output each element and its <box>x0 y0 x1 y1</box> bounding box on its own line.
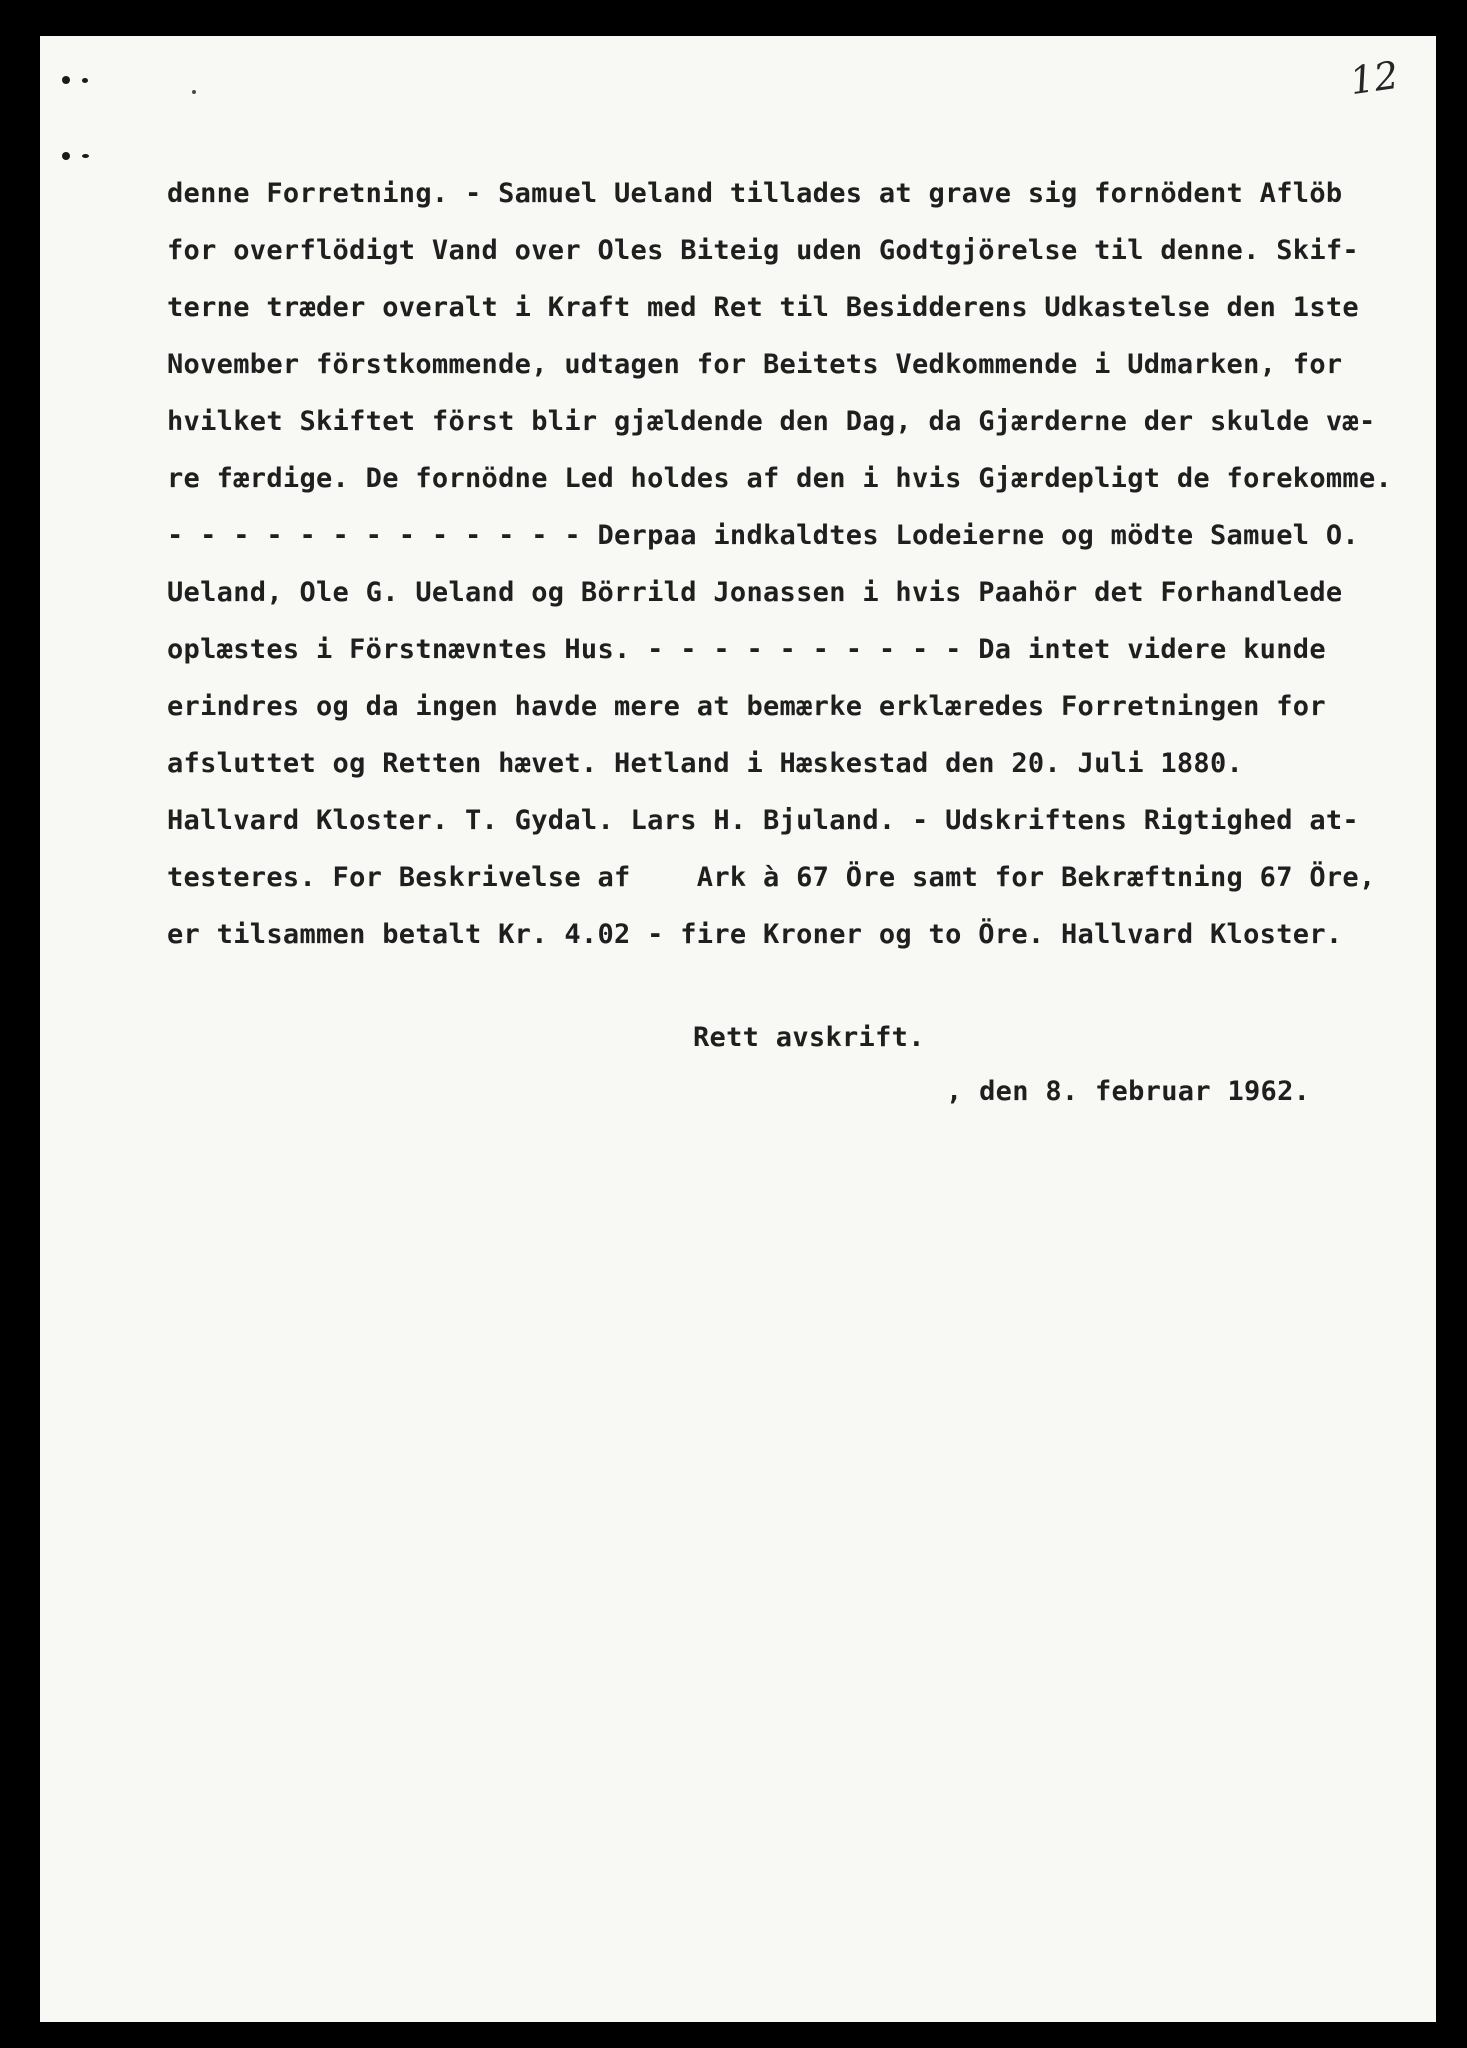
text-line: November förstkommende, udtagen for Beitets Vedkommende i Udmarken, for <box>167 349 1343 380</box>
text-line: afsluttet og Retten hævet. Hetland i Hæskestad den 20. Juli 1880. <box>167 748 1244 779</box>
ink-speck <box>192 90 196 94</box>
text-line: re færdige. De fornödne Led holdes af den i hvis Gjærdepligt de forekomme. <box>167 463 1393 494</box>
text-line: denne Forretning. - Samuel Ueland tillades at grave sig fornödent Aflöb <box>167 178 1343 209</box>
text-line: Ueland, Ole G. Ueland og Börrild Jonassen i hvis Paahör det Forhandlede <box>167 577 1343 608</box>
text-line: hvilket Skiftet först blir gjældende den Dag, da Gjærderne der skulde væ- <box>167 406 1376 437</box>
punch-hole-mark <box>82 154 89 158</box>
punch-hole-mark <box>82 78 88 83</box>
text-line: oplæstes i Förstnævntes Hus. - - - - - - - - - - Da intet videre kunde <box>167 634 1326 665</box>
text-line: - - - - - - - - - - - - - Derpaa indkaldtes Lodeierne og mödte Samuel O. <box>167 520 1359 551</box>
transcript-body <box>167 165 1392 963</box>
page-number: 12 <box>1347 52 1402 104</box>
text-line: er tilsammen betalt Kr. 4.02 - fire Kroner og to Öre. Hallvard Kloster. <box>167 919 1343 950</box>
text-line: erindres og da ingen havde mere at bemærke erklæredes Forretningen for <box>167 691 1326 722</box>
text-line: terne træder overalt i Kraft med Ret til Besidderens Udkastelse den 1ste <box>167 292 1359 323</box>
punch-hole-mark <box>62 152 70 160</box>
text-line: testeres. For Beskrivelse af Ark à 67 Öre samt for Bekræftning 67 Öre, <box>167 862 1376 893</box>
text-line: Hallvard Kloster. T. Gydal. Lars H. Bjuland. - Udskriftens Rigtighed at- <box>167 805 1359 836</box>
date-line: , den 8. februar 1962. <box>946 1076 1311 1107</box>
text-line: for overflödigt Vand over Oles Biteig uden Godtgjörelse til denne. Skif- <box>167 235 1359 266</box>
punch-hole-mark <box>62 76 70 84</box>
certification-line: Rett avskrift. <box>693 1022 925 1053</box>
